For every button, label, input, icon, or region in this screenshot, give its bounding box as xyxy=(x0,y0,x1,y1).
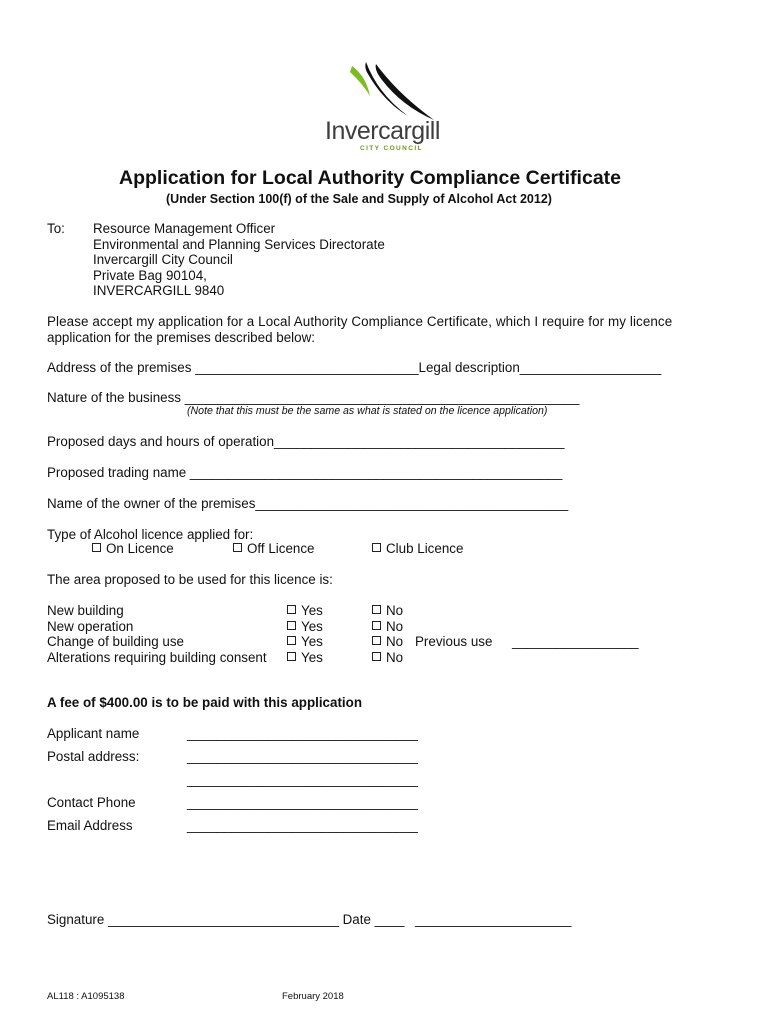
date-field[interactable]: _____________________ xyxy=(415,912,572,927)
address-field[interactable]: Address of the premises ______________________________Legal description___________________ xyxy=(47,360,662,375)
area-yes-option[interactable] xyxy=(287,634,323,649)
to-line-2: Environmental and Planning Services Directorate xyxy=(93,237,385,252)
footer-reference: AL118 : A1095138 xyxy=(47,991,125,1002)
area-yes-option[interactable] xyxy=(287,650,323,665)
checkbox-icon[interactable] xyxy=(287,621,296,630)
checkbox-icon[interactable] xyxy=(372,605,381,614)
applicant-name-label: Applicant name xyxy=(47,726,140,741)
area-no-option[interactable] xyxy=(372,634,403,649)
postal-address-label: Postal address: xyxy=(47,749,140,764)
club-licence-option[interactable] xyxy=(372,541,463,556)
council-logo-icon xyxy=(308,44,464,124)
previous-use-label: Previous use xyxy=(415,634,493,649)
no-label: No xyxy=(386,650,404,665)
days-hours-field[interactable]: Proposed days and hours of operation_______________________________________ xyxy=(47,434,565,449)
yes-label: Yes xyxy=(301,603,323,618)
applicant-name-field[interactable]: _______________________________ xyxy=(187,726,418,741)
area-label: The area proposed to be used for this licence is: xyxy=(47,572,333,587)
yes-label: Yes xyxy=(301,619,323,634)
off-licence-label: Off Licence xyxy=(247,541,315,556)
to-line-5: INVERCARGILL 9840 xyxy=(93,283,225,298)
club-licence-label: Club Licence xyxy=(386,541,464,556)
no-label: No xyxy=(386,603,404,618)
to-label: To: xyxy=(47,221,65,236)
on-licence-label: On Licence xyxy=(106,541,174,556)
licence-type-label: Type of Alcohol licence applied for: xyxy=(47,527,254,542)
postal-address-field-2[interactable]: _______________________________ xyxy=(187,772,418,787)
logo-subtitle: CITY COUNCIL xyxy=(360,145,423,152)
intro-line-2: application for the premises described below: xyxy=(47,330,315,345)
to-line-4: Private Bag 90104, xyxy=(93,268,207,283)
yes-label: Yes xyxy=(301,634,323,649)
contact-phone-label: Contact Phone xyxy=(47,795,136,810)
area-yes-option[interactable] xyxy=(287,603,323,618)
area-row-label: New building xyxy=(47,603,124,618)
email-address-field[interactable]: _______________________________ xyxy=(187,818,418,833)
intro-line-1: Please accept my application for a Local Authority Compliance Certificate, which I require for my licence xyxy=(47,314,673,329)
checkbox-icon[interactable] xyxy=(92,543,101,552)
checkbox-icon[interactable] xyxy=(233,543,242,552)
no-label: No xyxy=(386,634,404,649)
page-title: Application for Local Authority Compliance Certificate xyxy=(119,167,622,189)
council-logo xyxy=(308,44,464,164)
trading-name-field[interactable]: Proposed trading name __________________________________________________ xyxy=(47,465,563,480)
area-row-label: Change of building use xyxy=(47,634,184,649)
checkbox-icon[interactable] xyxy=(372,652,381,661)
to-line-1: Resource Management Officer xyxy=(93,221,276,236)
no-label: No xyxy=(386,619,404,634)
checkbox-icon[interactable] xyxy=(287,605,296,614)
on-licence-option[interactable] xyxy=(92,541,174,556)
nature-field[interactable]: Nature of the business _____________________________________________________ xyxy=(47,390,580,405)
off-licence-option[interactable] xyxy=(233,541,315,556)
signature-date-field[interactable]: Signature _______________________________ Date ____ xyxy=(47,912,405,927)
checkbox-icon[interactable] xyxy=(287,636,296,645)
owner-field[interactable]: Name of the owner of the premises__________________________________________ xyxy=(47,496,569,511)
checkbox-icon[interactable] xyxy=(372,543,381,552)
area-no-option[interactable] xyxy=(372,650,403,665)
logo-wordmark: Invercargill xyxy=(325,117,440,145)
to-line-3: Invercargill City Council xyxy=(93,252,233,267)
checkbox-icon[interactable] xyxy=(372,621,381,630)
area-row-label: New operation xyxy=(47,619,134,634)
area-no-option[interactable] xyxy=(372,603,403,618)
email-address-label: Email Address xyxy=(47,818,133,833)
checkbox-icon[interactable] xyxy=(372,636,381,645)
checkbox-icon[interactable] xyxy=(287,652,296,661)
contact-phone-field[interactable]: _______________________________ xyxy=(187,795,418,810)
postal-address-field[interactable]: _______________________________ xyxy=(187,749,418,764)
fee-notice: A fee of $400.00 is to be paid with this application xyxy=(47,695,362,710)
area-row-label: Alterations requiring building consent xyxy=(47,650,267,665)
previous-use-field[interactable]: _________________ xyxy=(512,634,639,649)
nature-note: (Note that this must be the same as what is stated on the licence application) xyxy=(187,405,548,417)
page-subtitle: (Under Section 100(f) of the Sale and Supply of Alcohol Act 2012) xyxy=(166,192,552,206)
footer-date: February 2018 xyxy=(282,991,344,1002)
area-yes-option[interactable] xyxy=(287,619,323,634)
area-no-option[interactable] xyxy=(372,619,403,634)
yes-label: Yes xyxy=(301,650,323,665)
